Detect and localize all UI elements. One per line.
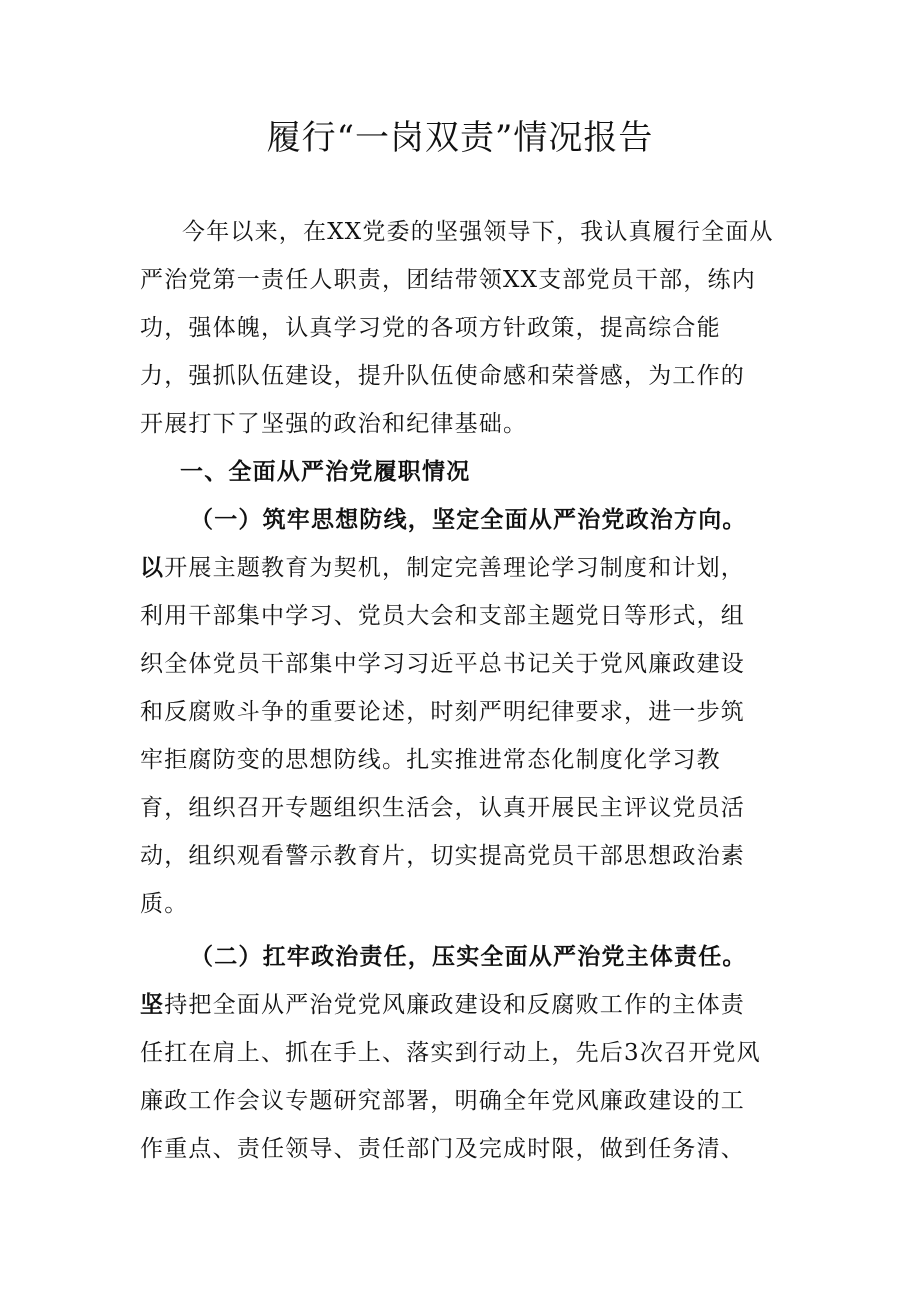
paragraph-line: 育，组织召开专题组织生活会，认真开展民主评议党员活 (140, 795, 745, 821)
paragraph-line: 开展打下了坚强的政治和纪律基础。 (140, 411, 528, 437)
paragraph-line (140, 988, 745, 1022)
paragraph-line: 织全体党员干部集中学习习近平总书记关于党风廉政建设 (140, 651, 745, 677)
subsection-heading: （一）筑牢思想防线，坚定全面从严治党政治方向。 (190, 506, 747, 533)
paragraph-line: 动，组织观看警示教育片，切实提高党员干部思想政治素 (140, 843, 745, 869)
paragraph-line: 利用干部集中学习、党员大会和支部主题党日等形式，组 (140, 603, 745, 629)
lead-character: 坚 (140, 991, 165, 1018)
paragraph-line: 严治党第一责任人职责，团结带领XX支部党员干部，练内 (140, 267, 756, 293)
lead-character: 以 (140, 554, 165, 581)
paragraph-line: 功，强体魄，认真学习党的各项方针政策，提高综合能 (140, 315, 721, 341)
line-text: 开展主题教育为契机，制定完善理论学习制度和计划， (164, 555, 746, 581)
subsection-heading: （二）扛牢政治责任，压实全面从严治党主体责任。 (190, 943, 747, 970)
paragraph-line: 质。 (140, 891, 189, 917)
line-text: 持把全面从严治党党风廉政建设和反腐败工作的主体责 (164, 992, 746, 1018)
paragraph-line: 今年以来，在XX党委的坚强领导下，我认真履行全面从 (182, 219, 774, 245)
paragraph-line: 力，强抓队伍建设，提升队伍使命感和荣誉感，为工作的 (140, 363, 745, 389)
paragraph-line: 作重点、责任领导、责任部门及完成时限，做到任务清、 (140, 1136, 745, 1162)
paragraph-line: 和反腐败斗争的重要论述，时刻严明纪律要求，进一步筑 (140, 699, 745, 725)
paragraph-line (140, 551, 745, 585)
paragraph-line: 廉政工作会议专题研究部署，明确全年党风廉政建设的工 (140, 1088, 745, 1114)
section-heading: 一、全面从严治党履职情况 (180, 458, 471, 485)
paragraph-line: 牢拒腐防变的思想防线。扎实推进常态化制度化学习教 (140, 747, 721, 773)
document-title: 履行“一岗双责”情况报告 (266, 118, 654, 158)
paragraph-line: 任扛在肩上、抓在手上、落实到行动上，先后3次召开党风 (140, 1040, 761, 1066)
